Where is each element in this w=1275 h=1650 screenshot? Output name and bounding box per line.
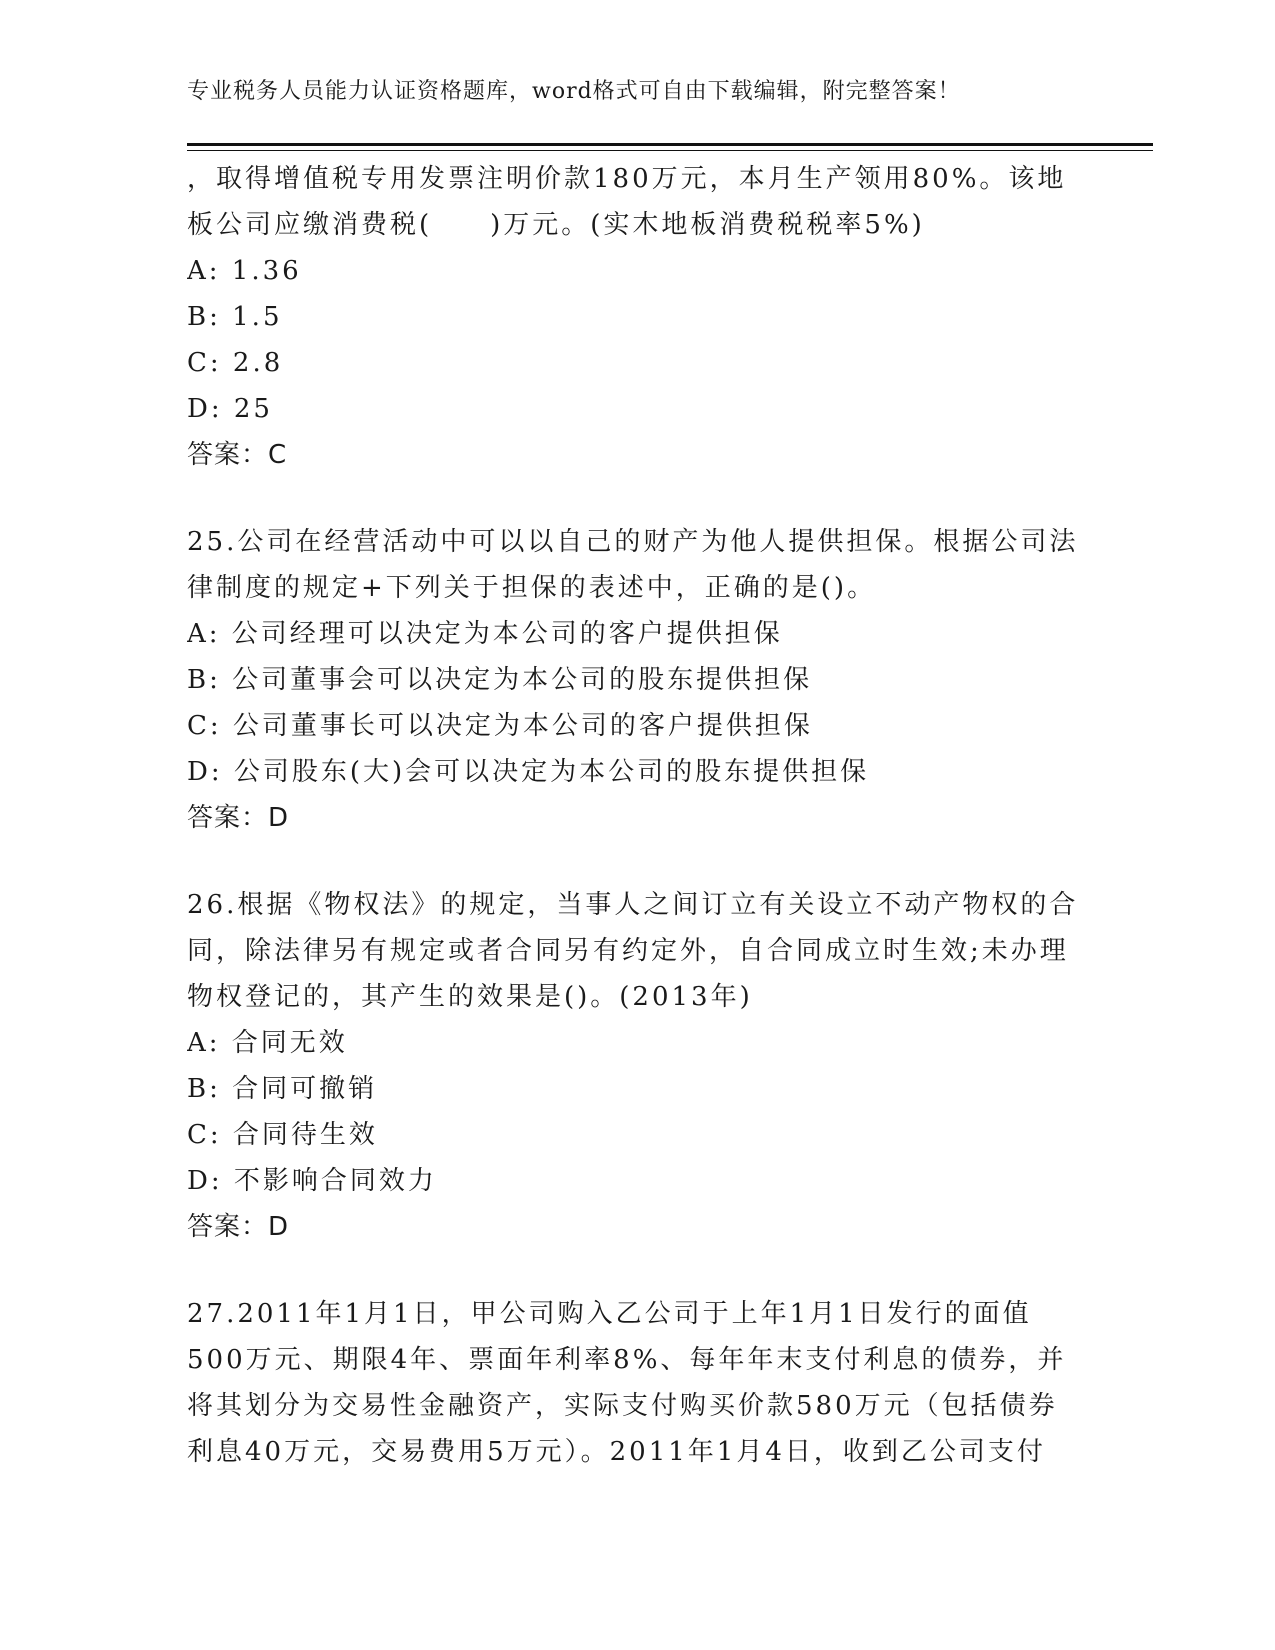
question-text: 利息40万元，交易费用5万元）。2011年1月4日，收到乙公司支付 xyxy=(187,1437,1046,1467)
question-text: 27.2011年1月1日，甲公司购入乙公司于上年1月1日发行的面值 xyxy=(187,1299,1032,1329)
option-a: A: 1.36 xyxy=(187,256,302,286)
option-d: D: 25 xyxy=(187,394,273,424)
question-text: 律制度的规定+下列关于担保的表述中，正确的是()。 xyxy=(187,573,877,603)
option-d: D: 不影响合同效力 xyxy=(187,1166,437,1196)
question-text: 26.根据《物权法》的规定，当事人之间订立有关设立不动产物权的合 xyxy=(187,890,1079,920)
question-text: 板公司应缴消费税( )万元。(实木地板消费税税率5%) xyxy=(187,210,925,240)
question-block xyxy=(187,1291,1087,1475)
option-b: B: 公司董事会可以决定为本公司的股东提供担保 xyxy=(187,665,813,695)
option-c: C: 2.8 xyxy=(187,348,284,378)
question-text: 将其划分为交易性金融资产，实际支付购买价款580万元（包括债券 xyxy=(187,1391,1058,1421)
question-text: 500万元、期限4年、票面年利率8%、每年年末支付利息的债券，并 xyxy=(187,1345,1067,1375)
option-a: A: 合同无效 xyxy=(187,1028,348,1058)
question-text: 物权登记的，其产生的效果是()。(2013年) xyxy=(187,982,753,1012)
page-header: 专业税务人员能力认证资格题库，word格式可自由下载编辑，附完整答案！ xyxy=(187,79,961,104)
answer-label: 答案：D xyxy=(187,803,290,833)
question-text: 25.公司在经营活动中可以以自己的财产为他人提供担保。根据公司法 xyxy=(187,527,1079,557)
answer-label: 答案：C xyxy=(187,440,288,470)
question-block xyxy=(187,882,1087,1250)
answer-label: 答案：D xyxy=(187,1212,290,1242)
question-text: ，取得增值税专用发票注明价款180万元，本月生产领用80%。该地 xyxy=(187,164,1067,194)
question-block xyxy=(187,519,1087,841)
option-a: A: 公司经理可以决定为本公司的客户提供担保 xyxy=(187,619,783,649)
header-rule-thick xyxy=(187,143,1153,146)
option-c: C: 合同待生效 xyxy=(187,1120,378,1150)
document-body xyxy=(187,156,1087,1475)
header-rule-thin xyxy=(187,150,1153,151)
question-block xyxy=(187,156,1087,478)
option-d: D: 公司股东(大)会可以决定为本公司的股东提供担保 xyxy=(187,757,870,787)
option-c: C: 公司董事长可以决定为本公司的客户提供担保 xyxy=(187,711,813,741)
option-b: B: 1.5 xyxy=(187,302,283,332)
question-text: 同，除法律另有规定或者合同另有约定外，自合同成立时生效;未办理 xyxy=(187,936,1069,966)
option-b: B: 合同可撤销 xyxy=(187,1074,378,1104)
